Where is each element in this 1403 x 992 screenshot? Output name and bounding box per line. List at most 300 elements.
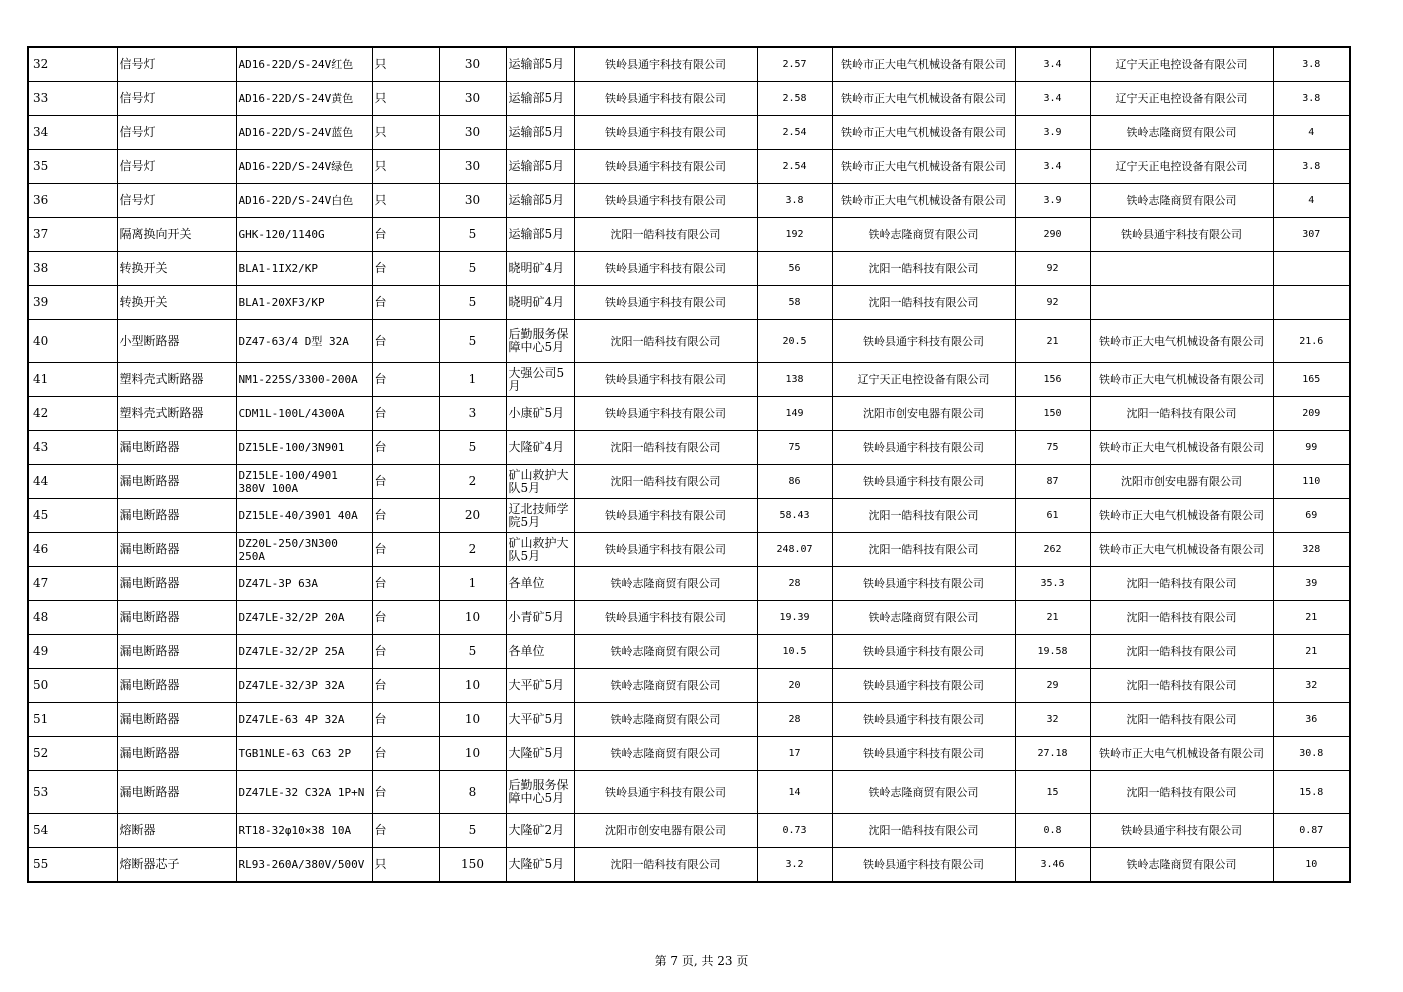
quantity-cell: 10 bbox=[439, 601, 506, 635]
price-1-cell: 28 bbox=[757, 703, 832, 737]
supplier-2-cell: 铁岭县通宇科技有限公司 bbox=[832, 320, 1015, 363]
price-3-cell: 21 bbox=[1273, 601, 1350, 635]
table-row bbox=[28, 771, 1350, 814]
price-2-cell: 21 bbox=[1015, 601, 1090, 635]
item-name-cell: 漏电断路器 bbox=[117, 533, 236, 567]
supplier-2-cell: 沈阳一皓科技有限公司 bbox=[832, 499, 1015, 533]
supplier-1-cell: 铁岭县通宇科技有限公司 bbox=[574, 286, 757, 320]
supplier-2-cell: 铁岭市正大电气机械设备有限公司 bbox=[832, 150, 1015, 184]
price-2-cell: 3.9 bbox=[1015, 116, 1090, 150]
price-2-cell: 150 bbox=[1015, 397, 1090, 431]
supplier-2-cell: 铁岭县通宇科技有限公司 bbox=[832, 703, 1015, 737]
supplier-2-cell: 铁岭市正大电气机械设备有限公司 bbox=[832, 116, 1015, 150]
quantity-cell: 2 bbox=[439, 465, 506, 499]
model-spec-cell: CDM1L-100L/4300A bbox=[236, 397, 372, 431]
model-spec-cell: GHK-120/1140G bbox=[236, 218, 372, 252]
row-number-cell: 50 bbox=[28, 669, 117, 703]
supplier-3-cell: 沈阳一皓科技有限公司 bbox=[1090, 601, 1273, 635]
item-name-cell: 信号灯 bbox=[117, 47, 236, 82]
price-1-cell: 2.57 bbox=[757, 47, 832, 82]
table-row bbox=[28, 814, 1350, 848]
supplier-3-cell: 铁岭市正大电气机械设备有限公司 bbox=[1090, 533, 1273, 567]
department-cell: 运输部5月 bbox=[506, 116, 574, 150]
item-name-cell: 转换开关 bbox=[117, 252, 236, 286]
department-cell: 大隆矿5月 bbox=[506, 737, 574, 771]
model-spec-cell: AD16-22D/S-24V绿色 bbox=[236, 150, 372, 184]
department-cell: 矿山救护大队5月 bbox=[506, 533, 574, 567]
item-name-cell: 漏电断路器 bbox=[117, 465, 236, 499]
department-cell: 各单位 bbox=[506, 567, 574, 601]
department-cell: 大强公司5月 bbox=[506, 363, 574, 397]
supplier-1-cell: 沈阳一皓科技有限公司 bbox=[574, 320, 757, 363]
unit-cell: 台 bbox=[372, 218, 439, 252]
price-3-cell bbox=[1273, 252, 1350, 286]
model-spec-cell: DZ15LE-40/3901 40A bbox=[236, 499, 372, 533]
model-spec-cell: DZ47LE-32/2P 20A bbox=[236, 601, 372, 635]
model-spec-cell: NM1-225S/3300-200A bbox=[236, 363, 372, 397]
department-cell: 晓明矿4月 bbox=[506, 252, 574, 286]
item-name-cell: 漏电断路器 bbox=[117, 567, 236, 601]
table-row bbox=[28, 533, 1350, 567]
row-number-cell: 38 bbox=[28, 252, 117, 286]
supplier-2-cell: 铁岭县通宇科技有限公司 bbox=[832, 465, 1015, 499]
table-row bbox=[28, 567, 1350, 601]
price-3-cell: 15.8 bbox=[1273, 771, 1350, 814]
price-1-cell: 10.5 bbox=[757, 635, 832, 669]
unit-cell: 只 bbox=[372, 47, 439, 82]
quantity-cell: 30 bbox=[439, 47, 506, 82]
supplier-3-cell: 铁岭市正大电气机械设备有限公司 bbox=[1090, 499, 1273, 533]
department-cell: 大隆矿2月 bbox=[506, 814, 574, 848]
table-row bbox=[28, 320, 1350, 363]
price-3-cell: 307 bbox=[1273, 218, 1350, 252]
item-name-cell: 信号灯 bbox=[117, 82, 236, 116]
supplier-3-cell: 铁岭志隆商贸有限公司 bbox=[1090, 848, 1273, 883]
unit-cell: 台 bbox=[372, 252, 439, 286]
row-number-cell: 51 bbox=[28, 703, 117, 737]
supplier-3-cell bbox=[1090, 252, 1273, 286]
quantity-cell: 8 bbox=[439, 771, 506, 814]
supplier-3-cell: 铁岭县通宇科技有限公司 bbox=[1090, 218, 1273, 252]
page-footer: 第 7 页, 共 23 页 bbox=[654, 954, 749, 968]
supplier-3-cell bbox=[1090, 286, 1273, 320]
quantity-cell: 5 bbox=[439, 635, 506, 669]
department-cell: 运输部5月 bbox=[506, 82, 574, 116]
supplier-2-cell: 沈阳一皓科技有限公司 bbox=[832, 252, 1015, 286]
supplier-1-cell: 铁岭县通宇科技有限公司 bbox=[574, 363, 757, 397]
department-cell: 各单位 bbox=[506, 635, 574, 669]
table-row bbox=[28, 499, 1350, 533]
model-spec-cell: DZ47LE-32/3P 32A bbox=[236, 669, 372, 703]
supplier-2-cell: 铁岭县通宇科技有限公司 bbox=[832, 431, 1015, 465]
model-spec-cell: DZ15LE-100/4901 380V 100A bbox=[236, 465, 372, 499]
table-row bbox=[28, 635, 1350, 669]
unit-cell: 台 bbox=[372, 465, 439, 499]
item-name-cell: 塑料壳式断路器 bbox=[117, 397, 236, 431]
supplier-1-cell: 沈阳一皓科技有限公司 bbox=[574, 848, 757, 883]
price-3-cell: 36 bbox=[1273, 703, 1350, 737]
unit-cell: 台 bbox=[372, 286, 439, 320]
price-1-cell: 2.54 bbox=[757, 116, 832, 150]
unit-cell: 台 bbox=[372, 737, 439, 771]
supplier-1-cell: 沈阳一皓科技有限公司 bbox=[574, 218, 757, 252]
supplier-1-cell: 铁岭县通宇科技有限公司 bbox=[574, 150, 757, 184]
unit-cell: 台 bbox=[372, 567, 439, 601]
department-cell: 运输部5月 bbox=[506, 150, 574, 184]
price-2-cell: 0.8 bbox=[1015, 814, 1090, 848]
row-number-cell: 53 bbox=[28, 771, 117, 814]
item-name-cell: 漏电断路器 bbox=[117, 669, 236, 703]
price-3-cell: 165 bbox=[1273, 363, 1350, 397]
unit-cell: 只 bbox=[372, 150, 439, 184]
model-spec-cell: DZ47-63/4 D型 32A bbox=[236, 320, 372, 363]
supplier-1-cell: 沈阳一皓科技有限公司 bbox=[574, 431, 757, 465]
price-1-cell: 192 bbox=[757, 218, 832, 252]
supplier-2-cell: 沈阳市创安电器有限公司 bbox=[832, 397, 1015, 431]
department-cell: 运输部5月 bbox=[506, 47, 574, 82]
unit-cell: 台 bbox=[372, 814, 439, 848]
price-1-cell: 75 bbox=[757, 431, 832, 465]
quantity-cell: 3 bbox=[439, 397, 506, 431]
price-1-cell: 2.58 bbox=[757, 82, 832, 116]
unit-cell: 只 bbox=[372, 848, 439, 883]
table-row bbox=[28, 601, 1350, 635]
supplier-3-cell: 沈阳一皓科技有限公司 bbox=[1090, 397, 1273, 431]
price-2-cell: 3.9 bbox=[1015, 184, 1090, 218]
price-2-cell: 3.4 bbox=[1015, 47, 1090, 82]
supplier-3-cell: 沈阳一皓科技有限公司 bbox=[1090, 635, 1273, 669]
price-2-cell: 290 bbox=[1015, 218, 1090, 252]
item-name-cell: 塑料壳式断路器 bbox=[117, 363, 236, 397]
supplier-1-cell: 铁岭县通宇科技有限公司 bbox=[574, 499, 757, 533]
item-name-cell: 熔断器芯子 bbox=[117, 848, 236, 883]
row-number-cell: 54 bbox=[28, 814, 117, 848]
supplier-1-cell: 铁岭志隆商贸有限公司 bbox=[574, 737, 757, 771]
department-cell: 辽北技师学院5月 bbox=[506, 499, 574, 533]
supplier-3-cell: 沈阳一皓科技有限公司 bbox=[1090, 703, 1273, 737]
price-3-cell bbox=[1273, 286, 1350, 320]
supplier-1-cell: 铁岭县通宇科技有限公司 bbox=[574, 82, 757, 116]
price-3-cell: 39 bbox=[1273, 567, 1350, 601]
price-2-cell: 27.18 bbox=[1015, 737, 1090, 771]
price-2-cell: 19.58 bbox=[1015, 635, 1090, 669]
price-3-cell: 30.8 bbox=[1273, 737, 1350, 771]
supplier-2-cell: 铁岭市正大电气机械设备有限公司 bbox=[832, 82, 1015, 116]
table-row bbox=[28, 737, 1350, 771]
row-number-cell: 40 bbox=[28, 320, 117, 363]
table-row bbox=[28, 465, 1350, 499]
procurement-table bbox=[27, 46, 1351, 883]
department-cell: 运输部5月 bbox=[506, 184, 574, 218]
price-3-cell: 0.87 bbox=[1273, 814, 1350, 848]
table-row bbox=[28, 184, 1350, 218]
row-number-cell: 52 bbox=[28, 737, 117, 771]
supplier-2-cell: 铁岭县通宇科技有限公司 bbox=[832, 635, 1015, 669]
price-3-cell: 4 bbox=[1273, 184, 1350, 218]
supplier-2-cell: 铁岭志隆商贸有限公司 bbox=[832, 218, 1015, 252]
quantity-cell: 5 bbox=[439, 218, 506, 252]
supplier-3-cell: 沈阳一皓科技有限公司 bbox=[1090, 669, 1273, 703]
supplier-1-cell: 铁岭县通宇科技有限公司 bbox=[574, 601, 757, 635]
table-row bbox=[28, 116, 1350, 150]
supplier-1-cell: 铁岭县通宇科技有限公司 bbox=[574, 116, 757, 150]
model-spec-cell: DZ20L-250/3N300 250A bbox=[236, 533, 372, 567]
supplier-1-cell: 铁岭县通宇科技有限公司 bbox=[574, 397, 757, 431]
price-2-cell: 3.4 bbox=[1015, 82, 1090, 116]
supplier-1-cell: 沈阳市创安电器有限公司 bbox=[574, 814, 757, 848]
quantity-cell: 30 bbox=[439, 150, 506, 184]
supplier-2-cell: 沈阳一皓科技有限公司 bbox=[832, 533, 1015, 567]
supplier-3-cell: 辽宁天正电控设备有限公司 bbox=[1090, 82, 1273, 116]
price-1-cell: 28 bbox=[757, 567, 832, 601]
price-1-cell: 149 bbox=[757, 397, 832, 431]
model-spec-cell: DZ47LE-63 4P 32A bbox=[236, 703, 372, 737]
price-1-cell: 3.8 bbox=[757, 184, 832, 218]
supplier-1-cell: 铁岭志隆商贸有限公司 bbox=[574, 635, 757, 669]
price-1-cell: 17 bbox=[757, 737, 832, 771]
item-name-cell: 漏电断路器 bbox=[117, 737, 236, 771]
supplier-1-cell: 铁岭县通宇科技有限公司 bbox=[574, 771, 757, 814]
supplier-1-cell: 铁岭志隆商贸有限公司 bbox=[574, 703, 757, 737]
table-row bbox=[28, 848, 1350, 883]
department-cell: 后勤服务保障中心5月 bbox=[506, 320, 574, 363]
supplier-3-cell: 沈阳市创安电器有限公司 bbox=[1090, 465, 1273, 499]
price-3-cell: 10 bbox=[1273, 848, 1350, 883]
price-3-cell: 3.8 bbox=[1273, 82, 1350, 116]
model-spec-cell: RT18-32φ10×38 10A bbox=[236, 814, 372, 848]
supplier-2-cell: 铁岭县通宇科技有限公司 bbox=[832, 567, 1015, 601]
unit-cell: 台 bbox=[372, 669, 439, 703]
table-row bbox=[28, 150, 1350, 184]
price-2-cell: 92 bbox=[1015, 286, 1090, 320]
model-spec-cell: DZ47LE-32 C32A 1P+N bbox=[236, 771, 372, 814]
supplier-1-cell: 铁岭县通宇科技有限公司 bbox=[574, 533, 757, 567]
model-spec-cell: BLA1-20XF3/KP bbox=[236, 286, 372, 320]
unit-cell: 台 bbox=[372, 533, 439, 567]
price-2-cell: 32 bbox=[1015, 703, 1090, 737]
department-cell: 大平矿5月 bbox=[506, 669, 574, 703]
price-1-cell: 58.43 bbox=[757, 499, 832, 533]
department-cell: 小康矿5月 bbox=[506, 397, 574, 431]
table-row bbox=[28, 252, 1350, 286]
department-cell: 大平矿5月 bbox=[506, 703, 574, 737]
item-name-cell: 熔断器 bbox=[117, 814, 236, 848]
model-spec-cell: AD16-22D/S-24V白色 bbox=[236, 184, 372, 218]
department-cell: 矿山救护大队5月 bbox=[506, 465, 574, 499]
item-name-cell: 转换开关 bbox=[117, 286, 236, 320]
row-number-cell: 41 bbox=[28, 363, 117, 397]
model-spec-cell: RL93-260A/380V/500V bbox=[236, 848, 372, 883]
supplier-3-cell: 沈阳一皓科技有限公司 bbox=[1090, 771, 1273, 814]
quantity-cell: 5 bbox=[439, 320, 506, 363]
unit-cell: 只 bbox=[372, 82, 439, 116]
unit-cell: 台 bbox=[372, 771, 439, 814]
item-name-cell: 隔离换向开关 bbox=[117, 218, 236, 252]
supplier-3-cell: 铁岭市正大电气机械设备有限公司 bbox=[1090, 431, 1273, 465]
department-cell: 大隆矿4月 bbox=[506, 431, 574, 465]
quantity-cell: 30 bbox=[439, 184, 506, 218]
item-name-cell: 信号灯 bbox=[117, 116, 236, 150]
price-3-cell: 110 bbox=[1273, 465, 1350, 499]
price-2-cell: 156 bbox=[1015, 363, 1090, 397]
row-number-cell: 47 bbox=[28, 567, 117, 601]
quantity-cell: 5 bbox=[439, 286, 506, 320]
quantity-cell: 10 bbox=[439, 703, 506, 737]
item-name-cell: 漏电断路器 bbox=[117, 703, 236, 737]
model-spec-cell: DZ47LE-32/2P 25A bbox=[236, 635, 372, 669]
price-1-cell: 58 bbox=[757, 286, 832, 320]
unit-cell: 台 bbox=[372, 363, 439, 397]
quantity-cell: 150 bbox=[439, 848, 506, 883]
supplier-2-cell: 铁岭县通宇科技有限公司 bbox=[832, 669, 1015, 703]
unit-cell: 只 bbox=[372, 184, 439, 218]
model-spec-cell: AD16-22D/S-24V红色 bbox=[236, 47, 372, 82]
supplier-1-cell: 铁岭县通宇科技有限公司 bbox=[574, 184, 757, 218]
price-3-cell: 3.8 bbox=[1273, 47, 1350, 82]
price-1-cell: 20 bbox=[757, 669, 832, 703]
price-1-cell: 2.54 bbox=[757, 150, 832, 184]
model-spec-cell: DZ15LE-100/3N901 bbox=[236, 431, 372, 465]
row-number-cell: 55 bbox=[28, 848, 117, 883]
row-number-cell: 49 bbox=[28, 635, 117, 669]
price-2-cell: 92 bbox=[1015, 252, 1090, 286]
unit-cell: 台 bbox=[372, 601, 439, 635]
item-name-cell: 小型断路器 bbox=[117, 320, 236, 363]
price-3-cell: 328 bbox=[1273, 533, 1350, 567]
unit-cell: 台 bbox=[372, 320, 439, 363]
price-3-cell: 3.8 bbox=[1273, 150, 1350, 184]
table-row bbox=[28, 47, 1350, 82]
price-2-cell: 35.3 bbox=[1015, 567, 1090, 601]
supplier-3-cell: 辽宁天正电控设备有限公司 bbox=[1090, 47, 1273, 82]
supplier-1-cell: 铁岭县通宇科技有限公司 bbox=[574, 252, 757, 286]
supplier-1-cell: 沈阳一皓科技有限公司 bbox=[574, 465, 757, 499]
supplier-3-cell: 铁岭市正大电气机械设备有限公司 bbox=[1090, 737, 1273, 771]
item-name-cell: 漏电断路器 bbox=[117, 499, 236, 533]
department-cell: 晓明矿4月 bbox=[506, 286, 574, 320]
price-2-cell: 21 bbox=[1015, 320, 1090, 363]
row-number-cell: 39 bbox=[28, 286, 117, 320]
quantity-cell: 10 bbox=[439, 669, 506, 703]
quantity-cell: 1 bbox=[439, 567, 506, 601]
item-name-cell: 信号灯 bbox=[117, 184, 236, 218]
unit-cell: 台 bbox=[372, 703, 439, 737]
price-3-cell: 209 bbox=[1273, 397, 1350, 431]
table-row bbox=[28, 431, 1350, 465]
unit-cell: 台 bbox=[372, 635, 439, 669]
price-3-cell: 21.6 bbox=[1273, 320, 1350, 363]
supplier-3-cell: 辽宁天正电控设备有限公司 bbox=[1090, 150, 1273, 184]
price-1-cell: 248.07 bbox=[757, 533, 832, 567]
price-1-cell: 86 bbox=[757, 465, 832, 499]
department-cell: 大隆矿5月 bbox=[506, 848, 574, 883]
quantity-cell: 10 bbox=[439, 737, 506, 771]
price-2-cell: 3.4 bbox=[1015, 150, 1090, 184]
quantity-cell: 30 bbox=[439, 82, 506, 116]
supplier-1-cell: 铁岭志隆商贸有限公司 bbox=[574, 669, 757, 703]
supplier-1-cell: 铁岭县通宇科技有限公司 bbox=[574, 47, 757, 82]
row-number-cell: 33 bbox=[28, 82, 117, 116]
supplier-2-cell: 铁岭县通宇科技有限公司 bbox=[832, 848, 1015, 883]
table-row bbox=[28, 82, 1350, 116]
item-name-cell: 漏电断路器 bbox=[117, 771, 236, 814]
price-2-cell: 262 bbox=[1015, 533, 1090, 567]
department-cell: 运输部5月 bbox=[506, 218, 574, 252]
model-spec-cell: BLA1-1IX2/KP bbox=[236, 252, 372, 286]
supplier-2-cell: 沈阳一皓科技有限公司 bbox=[832, 286, 1015, 320]
price-3-cell: 69 bbox=[1273, 499, 1350, 533]
unit-cell: 台 bbox=[372, 397, 439, 431]
table-row bbox=[28, 286, 1350, 320]
supplier-2-cell: 铁岭市正大电气机械设备有限公司 bbox=[832, 47, 1015, 82]
row-number-cell: 42 bbox=[28, 397, 117, 431]
row-number-cell: 45 bbox=[28, 499, 117, 533]
price-2-cell: 87 bbox=[1015, 465, 1090, 499]
row-number-cell: 36 bbox=[28, 184, 117, 218]
price-2-cell: 75 bbox=[1015, 431, 1090, 465]
row-number-cell: 35 bbox=[28, 150, 117, 184]
price-2-cell: 15 bbox=[1015, 771, 1090, 814]
quantity-cell: 5 bbox=[439, 431, 506, 465]
supplier-3-cell: 铁岭县通宇科技有限公司 bbox=[1090, 814, 1273, 848]
quantity-cell: 30 bbox=[439, 116, 506, 150]
model-spec-cell: AD16-22D/S-24V黄色 bbox=[236, 82, 372, 116]
table-row bbox=[28, 669, 1350, 703]
price-3-cell: 4 bbox=[1273, 116, 1350, 150]
department-cell: 后勤服务保障中心5月 bbox=[506, 771, 574, 814]
table-row bbox=[28, 363, 1350, 397]
supplier-2-cell: 铁岭志隆商贸有限公司 bbox=[832, 771, 1015, 814]
model-spec-cell: AD16-22D/S-24V蓝色 bbox=[236, 116, 372, 150]
table-row bbox=[28, 397, 1350, 431]
quantity-cell: 1 bbox=[439, 363, 506, 397]
model-spec-cell: DZ47L-3P 63A bbox=[236, 567, 372, 601]
supplier-2-cell: 沈阳一皓科技有限公司 bbox=[832, 814, 1015, 848]
price-2-cell: 3.46 bbox=[1015, 848, 1090, 883]
row-number-cell: 44 bbox=[28, 465, 117, 499]
price-3-cell: 99 bbox=[1273, 431, 1350, 465]
supplier-3-cell: 铁岭市正大电气机械设备有限公司 bbox=[1090, 320, 1273, 363]
supplier-2-cell: 铁岭市正大电气机械设备有限公司 bbox=[832, 184, 1015, 218]
price-3-cell: 32 bbox=[1273, 669, 1350, 703]
supplier-1-cell: 铁岭志隆商贸有限公司 bbox=[574, 567, 757, 601]
item-name-cell: 漏电断路器 bbox=[117, 601, 236, 635]
price-3-cell: 21 bbox=[1273, 635, 1350, 669]
supplier-2-cell: 辽宁天正电控设备有限公司 bbox=[832, 363, 1015, 397]
price-2-cell: 61 bbox=[1015, 499, 1090, 533]
price-1-cell: 56 bbox=[757, 252, 832, 286]
price-1-cell: 3.2 bbox=[757, 848, 832, 883]
price-1-cell: 0.73 bbox=[757, 814, 832, 848]
item-name-cell: 漏电断路器 bbox=[117, 635, 236, 669]
quantity-cell: 5 bbox=[439, 814, 506, 848]
model-spec-cell: TGB1NLE-63 C63 2P bbox=[236, 737, 372, 771]
table-row bbox=[28, 703, 1350, 737]
department-cell: 小青矿5月 bbox=[506, 601, 574, 635]
supplier-2-cell: 铁岭县通宇科技有限公司 bbox=[832, 737, 1015, 771]
supplier-3-cell: 沈阳一皓科技有限公司 bbox=[1090, 567, 1273, 601]
unit-cell: 台 bbox=[372, 499, 439, 533]
supplier-3-cell: 铁岭志隆商贸有限公司 bbox=[1090, 184, 1273, 218]
row-number-cell: 37 bbox=[28, 218, 117, 252]
supplier-3-cell: 铁岭市正大电气机械设备有限公司 bbox=[1090, 363, 1273, 397]
row-number-cell: 48 bbox=[28, 601, 117, 635]
unit-cell: 台 bbox=[372, 431, 439, 465]
table-row bbox=[28, 218, 1350, 252]
supplier-3-cell: 铁岭志隆商贸有限公司 bbox=[1090, 116, 1273, 150]
price-1-cell: 20.5 bbox=[757, 320, 832, 363]
item-name-cell: 信号灯 bbox=[117, 150, 236, 184]
